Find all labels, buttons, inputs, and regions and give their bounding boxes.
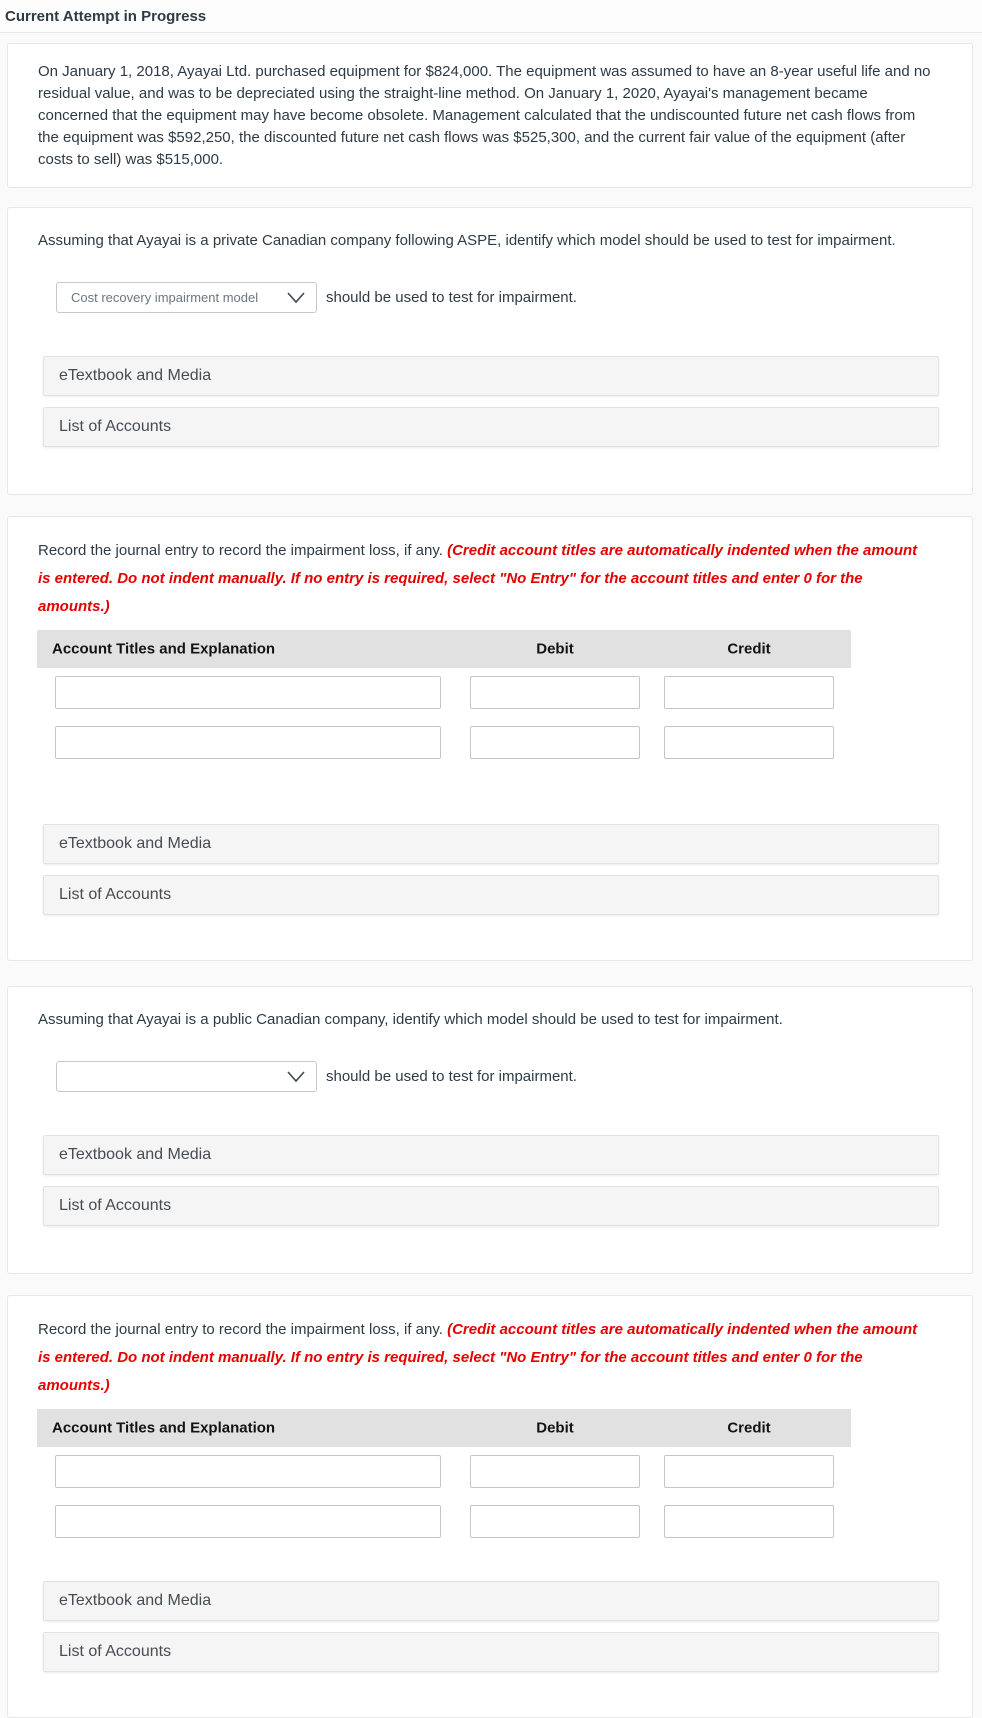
journal-instruction-note: (Credit account titles are automatically indented when the amount is entered. Do not indent manually. If no entry is required, select "No Entry" for the account titles and enter 0 for the amounts.) bbox=[38, 542, 918, 615]
column-header-debit: Debit bbox=[536, 1419, 574, 1437]
list-of-accounts-label: List of Accounts bbox=[59, 1643, 172, 1660]
list-of-accounts-label: List of Accounts bbox=[59, 1197, 172, 1214]
journal-row bbox=[37, 1455, 851, 1488]
credit-input[interactable] bbox=[664, 726, 834, 759]
problem-statement: On January 1, 2018, Ayayai Ltd. purchased equipment for $824,000. The equipment was assumed to have an 8-year useful life and no residual value, and was to be depreciated using the straight-line method. On January 1, 2020, Ayayai's management became concerned that the equipment may have become obsolete. Management calculated that the undiscounted future net cash flows from the equipment was $592,250, the discounted future net cash flows was $525,300, and the current fair value of the equipment (after costs to sell) was $515,000. bbox=[38, 63, 931, 168]
account-title-input[interactable] bbox=[55, 1455, 441, 1488]
journal-entry-section-1 bbox=[7, 516, 973, 961]
account-title-input[interactable] bbox=[55, 1505, 441, 1538]
account-title-input[interactable] bbox=[55, 726, 441, 759]
credit-input[interactable] bbox=[664, 676, 834, 709]
account-title-input[interactable] bbox=[55, 676, 441, 709]
journal-instruction-lead: Record the journal entry to record the impairment loss, if any. bbox=[38, 542, 443, 559]
journal-table-2 bbox=[37, 1409, 851, 1538]
etextbook-media-label: eTextbook and Media bbox=[59, 367, 212, 384]
resources-group bbox=[43, 824, 930, 915]
debit-input[interactable] bbox=[470, 676, 640, 709]
etextbook-media-button[interactable] bbox=[43, 356, 939, 396]
resources-group bbox=[43, 1581, 930, 1672]
list-of-accounts-label: List of Accounts bbox=[59, 886, 172, 903]
credit-input[interactable] bbox=[664, 1455, 834, 1488]
debit-input[interactable] bbox=[470, 1455, 640, 1488]
column-header-debit: Debit bbox=[536, 640, 574, 658]
impairment-model-selected-value: Cost recovery impairment model bbox=[71, 290, 259, 305]
aspe-question: Assuming that Ayayai is a private Canadian company following ASPE, identify which model should be used to test for impairment. bbox=[38, 232, 896, 249]
list-of-accounts-button[interactable] bbox=[43, 875, 939, 915]
list-of-accounts-label: List of Accounts bbox=[59, 418, 172, 435]
column-header-account-titles: Account Titles and Explanation bbox=[52, 1419, 276, 1437]
public-answer-row bbox=[56, 1061, 942, 1092]
select-suffix-label: should be used to test for impairment. bbox=[326, 289, 577, 306]
journal-instruction-2 bbox=[38, 1316, 930, 1400]
etextbook-media-button[interactable] bbox=[43, 824, 939, 864]
credit-input[interactable] bbox=[664, 1505, 834, 1538]
etextbook-media-label: eTextbook and Media bbox=[59, 1146, 212, 1163]
question-content bbox=[0, 43, 982, 1718]
journal-instruction-note: (Credit account titles are automatically indented when the amount is entered. Do not indent manually. If no entry is required, select "No Entry" for the account titles and enter 0 for the amounts.) bbox=[38, 1321, 918, 1394]
public-model-section bbox=[7, 986, 973, 1274]
attempt-status-bar bbox=[0, 0, 982, 33]
journal-row bbox=[37, 676, 851, 709]
column-header-account-titles: Account Titles and Explanation bbox=[52, 640, 276, 658]
column-header-credit: Credit bbox=[727, 1419, 771, 1437]
journal-table-header bbox=[37, 630, 851, 668]
etextbook-media-button[interactable] bbox=[43, 1135, 939, 1175]
journal-table-header bbox=[37, 1409, 851, 1447]
debit-input[interactable] bbox=[470, 1505, 640, 1538]
page-title: Current Attempt in Progress bbox=[5, 7, 207, 25]
impairment-model-select[interactable] bbox=[56, 1061, 317, 1092]
impairment-model-select[interactable] bbox=[56, 282, 317, 313]
public-question: Assuming that Ayayai is a public Canadian company, identify which model should be used to test for impairment. bbox=[38, 1011, 783, 1028]
chevron-down-icon bbox=[286, 1069, 306, 1084]
etextbook-media-button[interactable] bbox=[43, 1581, 939, 1621]
list-of-accounts-button[interactable] bbox=[43, 1186, 939, 1226]
etextbook-media-label: eTextbook and Media bbox=[59, 1592, 212, 1609]
journal-instruction-lead: Record the journal entry to record the impairment loss, if any. bbox=[38, 1321, 443, 1338]
select-suffix-label: should be used to test for impairment. bbox=[326, 1068, 577, 1085]
aspe-answer-row bbox=[56, 282, 942, 313]
column-header-credit: Credit bbox=[727, 640, 771, 658]
list-of-accounts-button[interactable] bbox=[43, 1632, 939, 1672]
journal-row bbox=[37, 726, 851, 759]
journal-row bbox=[37, 1505, 851, 1538]
journal-table-1 bbox=[37, 630, 851, 759]
resources-group bbox=[43, 356, 942, 447]
list-of-accounts-button[interactable] bbox=[43, 407, 939, 447]
debit-input[interactable] bbox=[470, 726, 640, 759]
etextbook-media-label: eTextbook and Media bbox=[59, 835, 212, 852]
journal-instruction-1 bbox=[38, 537, 930, 621]
aspe-model-section bbox=[7, 207, 973, 495]
problem-statement-card bbox=[7, 43, 973, 188]
journal-entry-section-2 bbox=[7, 1295, 973, 1718]
resources-group bbox=[43, 1135, 942, 1226]
chevron-down-icon bbox=[286, 290, 306, 305]
